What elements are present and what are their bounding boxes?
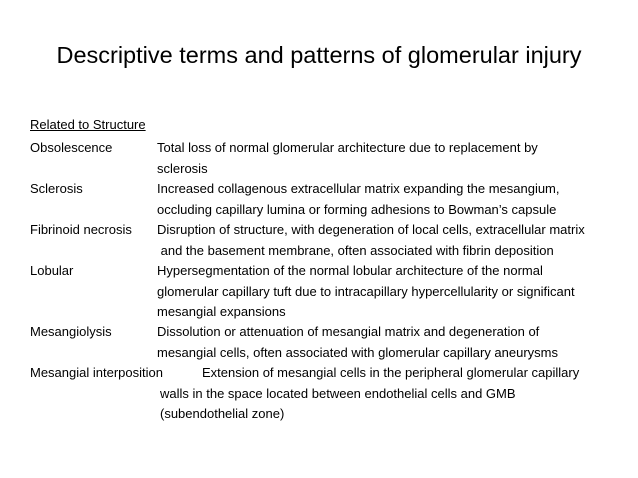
description-line: Hypersegmentation of the normal lobular architecture of the normal xyxy=(157,263,543,278)
term-description xyxy=(160,363,579,425)
term-label: Obsolescence xyxy=(30,140,113,155)
term-label: Mesangial interposition xyxy=(30,365,163,380)
description-line: Disruption of structure, with degeneration of local cells, extracellular matrix xyxy=(157,222,585,237)
description-line: Total loss of normal glomerular architecture due to replacement by xyxy=(157,140,538,155)
term-label: Lobular xyxy=(30,263,74,278)
term-description xyxy=(157,261,575,323)
description-line: (subendothelial zone) xyxy=(160,406,285,421)
term-description xyxy=(157,220,585,261)
term-description xyxy=(157,179,560,220)
term-description xyxy=(157,138,538,179)
description-line: and the basement membrane, often associated with fibrin deposition xyxy=(157,242,554,258)
section-heading: Related to Structure xyxy=(30,117,146,132)
description-line: occluding capillary lumina or forming adhesions to Bowman’s capsule xyxy=(157,201,557,217)
description-line: mesangial expansions xyxy=(157,304,286,319)
slide-title: Descriptive terms and patterns of glomerular injury xyxy=(56,42,582,68)
description-line: mesangial cells, often associated with glomerular capillary aneurysms xyxy=(157,344,559,360)
description-line: sclerosis xyxy=(157,160,208,176)
term-description xyxy=(157,322,558,363)
description-line: walls in the space located between endothelial cells and GMB xyxy=(160,385,516,401)
description-line: glomerular capillary tuft due to intracapillary hypercellularity or significant xyxy=(157,283,575,299)
term-label: Mesangiolysis xyxy=(30,324,112,339)
description-line: Increased collagenous extracellular matrix expanding the mesangium, xyxy=(157,181,560,196)
term-label: Fibrinoid necrosis xyxy=(30,222,132,237)
description-line: Dissolution or attenuation of mesangial matrix and degeneration of xyxy=(157,324,540,339)
term-label: Sclerosis xyxy=(30,181,83,196)
description-line: Extension of mesangial cells in the peripheral glomerular capillary xyxy=(202,365,580,380)
